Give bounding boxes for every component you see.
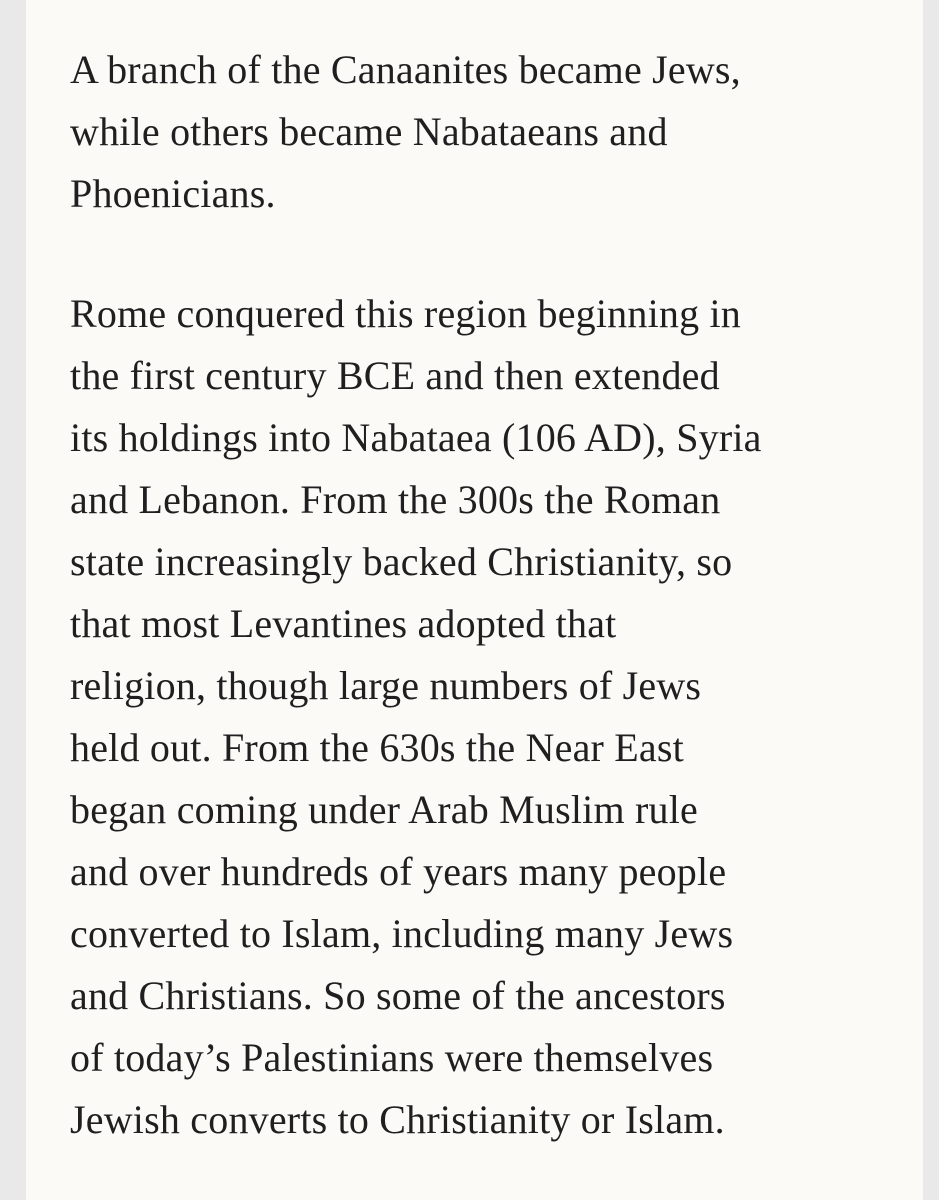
article-body <box>26 0 923 1200</box>
right-margin-strip <box>923 0 939 1200</box>
text-line: Rome conquered this region beginning in <box>70 291 742 336</box>
text-line: that most Levantines adopted that <box>70 601 617 646</box>
text-line: Phoenicians. <box>70 171 276 216</box>
text-line: converted to Islam, including many Jews <box>70 911 734 956</box>
text-line: and over hundreds of years many people <box>70 849 727 894</box>
text-line: held out. From the 630s the Near East <box>70 725 684 770</box>
text-line: while others became Nabataeans and <box>70 109 668 154</box>
text-line: and Christians. So some of the ancestors <box>70 973 726 1018</box>
left-margin-strip <box>0 0 26 1200</box>
text-line: state increasingly backed Christianity, so <box>70 539 733 584</box>
text-line: A branch of the Canaanites became Jews, <box>70 47 741 92</box>
text-line: and Lebanon. From the 300s the Roman <box>70 477 721 522</box>
text-line: Jewish converts to Christianity or Islam. <box>70 1097 725 1142</box>
paragraph-rome-history <box>70 283 870 1151</box>
text-line: religion, though large numbers of Jews <box>70 663 702 708</box>
text-line: the first century BCE and then extended <box>70 353 720 398</box>
text-line: of today’s Palestinians were themselves <box>70 1035 714 1080</box>
text-line: began coming under Arab Muslim rule <box>70 787 698 832</box>
paragraph-canaanites <box>70 39 870 225</box>
text-line: its holdings into Nabataea (106 AD), Syria <box>70 415 762 460</box>
